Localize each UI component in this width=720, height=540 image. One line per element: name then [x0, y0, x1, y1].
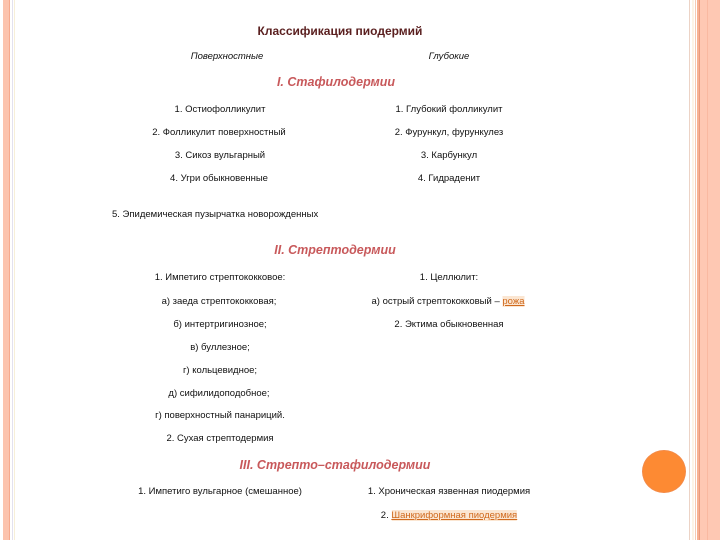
list-item: 5. Эпидемическая пузырчатка новорожденных — [112, 209, 319, 220]
list-item: б) интертригинозное; — [173, 319, 267, 330]
list-item: 2. Фурункул, фурункулез — [394, 127, 504, 138]
list-item: 1. Импетиго стрептококковое: — [154, 272, 286, 283]
section-heading-staphylodermia: I. Стафилодермии — [276, 75, 396, 89]
list-item: 1. Целлюлит: — [419, 272, 479, 283]
list-item: 2. Сухая стрептодермия — [166, 433, 274, 444]
right-frame-line — [689, 0, 690, 540]
section-heading-streptodermia: II. Стрептодермии — [274, 243, 396, 257]
list-item: 1. Хроническая язвенная пиодермия — [367, 486, 531, 497]
list-item: 1. Импетиго вульгарное (смешанное) — [138, 486, 302, 497]
list-item: 2. Фолликулит поверхностный — [152, 127, 286, 138]
column-header-superficial: Поверхностные — [190, 51, 264, 62]
list-item: 1. Остиофолликулит — [174, 104, 266, 115]
list-item: в) буллезное; — [190, 342, 250, 353]
left-frame-line — [14, 0, 15, 540]
right-frame-line — [695, 0, 696, 540]
list-item-text: 2. — [380, 510, 389, 521]
list-item: г) кольцевидное; — [182, 365, 258, 376]
right-frame-line — [692, 0, 694, 540]
list-item-with-link — [381, 510, 517, 522]
decorative-circle-icon — [642, 450, 686, 493]
left-frame-stripe — [9, 0, 10, 540]
left-frame-line — [12, 0, 13, 540]
list-item: г) поверхностный панариций. — [155, 410, 285, 421]
erysipelas-link[interactable]: рожа — [502, 296, 525, 307]
list-item: д) сифилидоподобное; — [168, 388, 270, 399]
right-frame-band — [700, 0, 720, 540]
chancriform-pyoderma-link[interactable]: Шанкриформная пиодермия — [391, 510, 518, 521]
list-item-text: а) острый стрептококковый – — [371, 296, 500, 307]
section-heading-strepto-staphylodermia: III. Стрепто–стафилодермии — [239, 458, 431, 472]
list-item: 4. Гидраденит — [417, 173, 481, 184]
page-title: Классификация пиодермий — [257, 24, 423, 38]
right-frame-line — [707, 0, 708, 540]
list-item: 3. Карбункул — [420, 150, 478, 161]
list-item: 3. Сикоз вульгарный — [174, 150, 266, 161]
list-item: а) заеда стрептококковая; — [161, 296, 277, 307]
list-item: 2. Эктима обыкновенная — [394, 319, 504, 330]
list-item-with-link — [372, 296, 525, 308]
list-item: 1. Глубокий фолликулит — [395, 104, 503, 115]
list-item: 4. Угри обыкновенные — [170, 173, 268, 184]
column-header-deep: Глубокие — [428, 51, 470, 62]
